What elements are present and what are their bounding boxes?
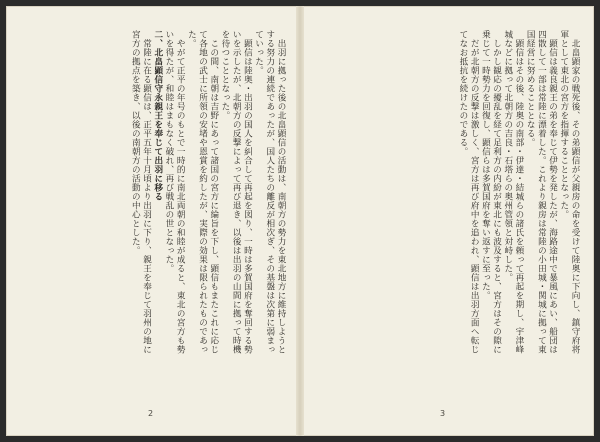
paragraph: 出羽に拠った後の北畠顕信の活動は、南朝方の勢力を東北地方に維持しようとする努力の連続であったが、国人たちの離反が相次ぎ、その基盤は次第に弱まっていった。 [253,30,286,354]
paragraph: やがて正平の年号のもとで一時的に南北両朝の和睦が成ると、東北の宮方も勢いを得たが、和睦はまもなく破れ、再び戦乱の世となった。 [163,30,186,354]
paragraph: この間、南朝は吉野にあって諸国の宮方に綸旨を下し、顕信もまたこれに応じて各地の武士に所領の安堵や恩賞を約したが、実際の効果は限られたものであった。 [186,30,219,354]
paragraph: 常陸に在る顕信は、正平五年十月頃より出羽に下り、親王を奉じて羽州の地に宮方の拠点を築き、以後の南朝方の活動の中心とした。 [130,30,152,354]
paragraph: 顕信は陸奥・出羽の国人を糾合して再起を図り、一時は多賀国府を奪回する勢いを示したが、北朝方の反撃によって再び退き、以後は出羽の山間に拠って時機を待つこととなった。 [219,30,253,354]
right-page [300,6,594,436]
paragraph: 北畠顕家の戦死後、その弟顕信が父親房の命を受けて陸奥に下向し、鎮守府将軍として東北の宮方を指揮することとなった。 [558,30,580,354]
left-page-text [24,30,286,360]
page-number: 3 [440,409,446,418]
book-spread [6,6,594,436]
paragraph: しかし観応の擾乱を経て足利方の内紛が東北にも波及すると、宮方はその隙に乗じて一時勢力を回復し、顕信らは多賀国府を奪い返すに至った。 [480,30,502,354]
right-page-text [314,30,580,360]
section-heading: 二、北畠顕信守永親王を奉じて出羽に移る [152,30,163,201]
paragraph: だが北朝方の反撃は激しく、宮方は再び府中を追われ、顕信は出羽方面へ転じてなお抵抗を続けたのである。 [457,30,480,354]
left-page [6,6,300,436]
page-number: 2 [148,409,154,418]
paragraph: 顕信はその後、陸奥の南部・伊達・結城らの諸氏を頼って再起を期し、宇津峰城などに拠って北朝方の吉良・石塔らの奥州管領と対峙した。 [502,30,524,354]
paragraph: 顕信は義良親王の弟を奉じて伊勢を発したが、海路途中で暴風にあい、船団は四散して一部は常陸に漂着した。これより親房は常陸の小田城・関城に拠って東国経営に努めることとなる。 [525,30,558,354]
